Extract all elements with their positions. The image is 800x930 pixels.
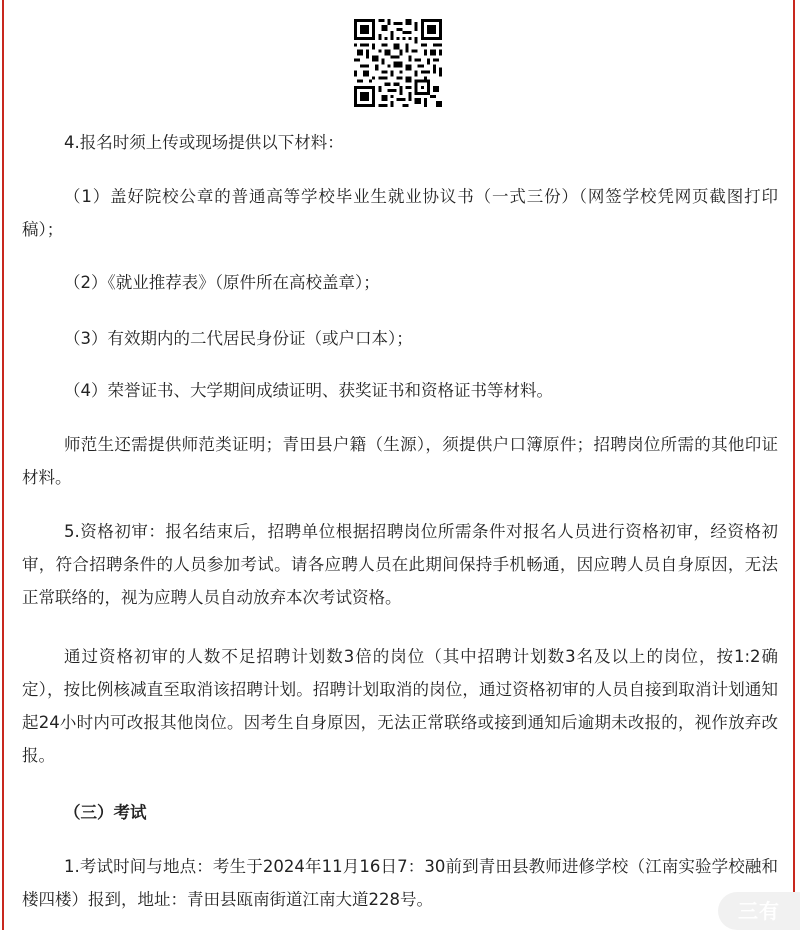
ratio-note-paragraph: 通过资格初审的人数不足招聘计划数3倍的岗位（其中招聘计划数3名及以上的岗位，按1:2确定），按比例核减直至取消该招聘计划。招聘计划取消的岗位，通过资格初审的人员自接到取消计划通知起24小时内可改报其他岗位。因考生自身原因，无法正常联络或接到通知后逾期未改报的，视作放弃改报。	[22, 647, 778, 765]
material-item-2: （2）《就业推荐表》（原件所在高校盖章）；	[64, 273, 380, 292]
normal-school-note: 师范生还需提供师范类证明；青田县户籍（生源），须提供户口簿原件；招聘岗位所需的其他印证材料。	[22, 435, 778, 487]
material-item-3: （3）有效期内的二代居民身份证（或户口本）；	[64, 329, 413, 348]
item-5-qualification-review: 5.资格初审：报名结束后，招聘单位根据招聘岗位所需条件对报名人员进行资格初审，经资格初审，符合招聘条件的人员参加考试。请各应聘人员在此期间保持手机畅通，因应聘人员自身原因，无法正常联络的，视为应聘人员自动放弃本次考试资格。	[22, 522, 778, 607]
watermark-logo: 三有	[718, 892, 800, 930]
material-item-4: （4）荣誉证书、大学期间成绩证明、获奖证书和资格证书等材料。	[64, 381, 553, 400]
qr-code	[354, 19, 442, 107]
exam-time-and-place: 1.考试时间与地点：考生于2024年11月16日7：30前到青田县教师进修学校（江南实验学校融和楼四楼）报到，地址：青田县瓯南街道江南大道228号。	[22, 857, 778, 909]
section-3-heading: （三）考试	[64, 803, 147, 822]
item-4-materials-intro: 4.报名时须上传或现场提供以下材料：	[64, 133, 344, 152]
material-item-1: （1）盖好院校公章的普通高等学校毕业生就业协议书（一式三份）（网签学校凭网页截图打印稿）；	[22, 187, 778, 239]
